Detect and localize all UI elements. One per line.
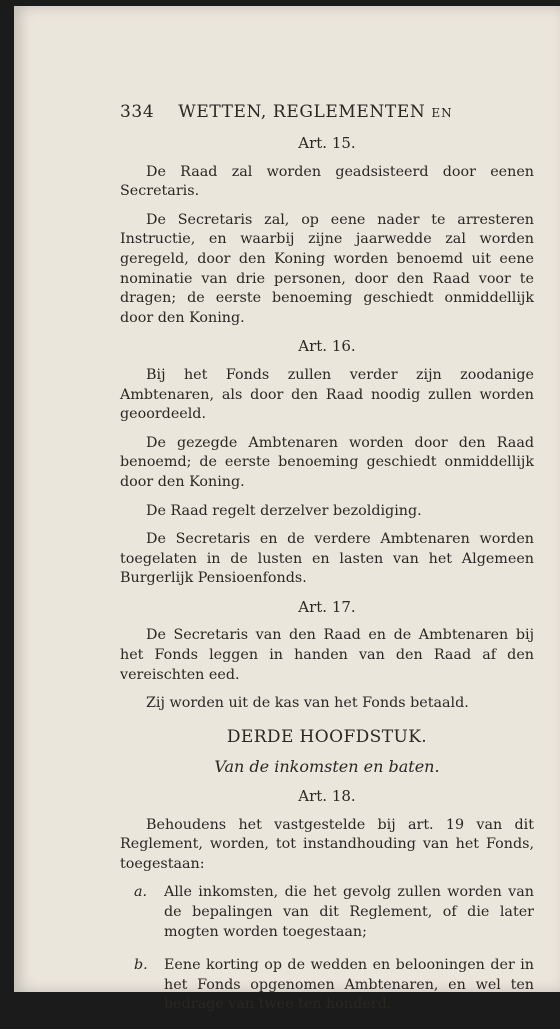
list-item-text: Alle inkomsten, die het gevolg zullen worden van de bepalingen van dit Reglement, of die later mogten worden toegestaan; — [164, 884, 534, 940]
list-item-text: Eene korting op de wedden en belooningen der in het Fonds opgenomen Ambtenaren, en wel ten bedrage van twee ten honderd. — [164, 957, 534, 1013]
chapter-title: DERDE HOOFDSTUK. — [226, 726, 428, 747]
article-heading-16: Art. 16. — [298, 337, 356, 356]
article-heading-17: Art. 17. — [298, 597, 356, 616]
page-body — [120, 128, 534, 1029]
running-header — [120, 102, 453, 122]
article-16-paragraph-2: De gezegde Ambtenaren worden door den Raad benoemd; de eerste benoeming geschiedt onmiddellijk door den Koning. — [120, 434, 534, 490]
article-17-paragraph-1: De Secretaris van den Raad en de Ambtenaren bij het Fonds leggen in handen van den Raad af den vereischten eed. — [120, 627, 534, 683]
list-item-label: a. — [134, 884, 148, 901]
running-title: WETTEN, REGLEMENTEN — [178, 102, 426, 122]
book-page — [14, 6, 560, 1013]
running-title-tail: EN — [431, 106, 453, 120]
article-18-paragraph-1: Behoudens het vastgestelde bij art. 19 van dit Reglement, worden, tot instandhouding van het Fonds, toegestaan: — [120, 816, 534, 872]
list-item — [120, 956, 534, 1015]
article-16-paragraph-3: De Raad regelt derzelver bezoldiging. — [146, 502, 422, 519]
list-item — [120, 883, 534, 942]
article-17-paragraph-2: Zij worden uit de kas van het Fonds betaald. — [146, 695, 469, 712]
article-15-paragraph-2: De Secretaris zal, op eene nader te arresteren Instructie, en waarbij zijne jaarwedde zal worden geregeld, door den Koning worden benoemd uit eene nominatie van drie personen, door den Raad voor te dragen; de eerste benoeming geschiedt onmiddellijk door den Koning. — [120, 211, 534, 326]
chapter-subtitle: Van de inkomsten en baten. — [214, 757, 440, 777]
article-heading-18: Art. 18. — [298, 787, 356, 806]
list-item-label: b. — [134, 957, 148, 974]
page-number: 334 — [120, 102, 155, 122]
article-15-paragraph-1: De Raad zal worden geadsisteerd door eenen Secretaris. — [120, 163, 534, 200]
article-16-paragraph-4: De Secretaris en de verdere Ambtenaren worden toegelaten in de lusten en lasten van het Algemeen Burgerlijk Pensioenfonds. — [120, 531, 534, 587]
article-heading-15: Art. 15. — [298, 134, 356, 152]
article-16-paragraph-1: Bij het Fonds zullen verder zijn zoodanige Ambtenaren, als door den Raad noodig zullen worden geoordeeld. — [120, 366, 534, 423]
